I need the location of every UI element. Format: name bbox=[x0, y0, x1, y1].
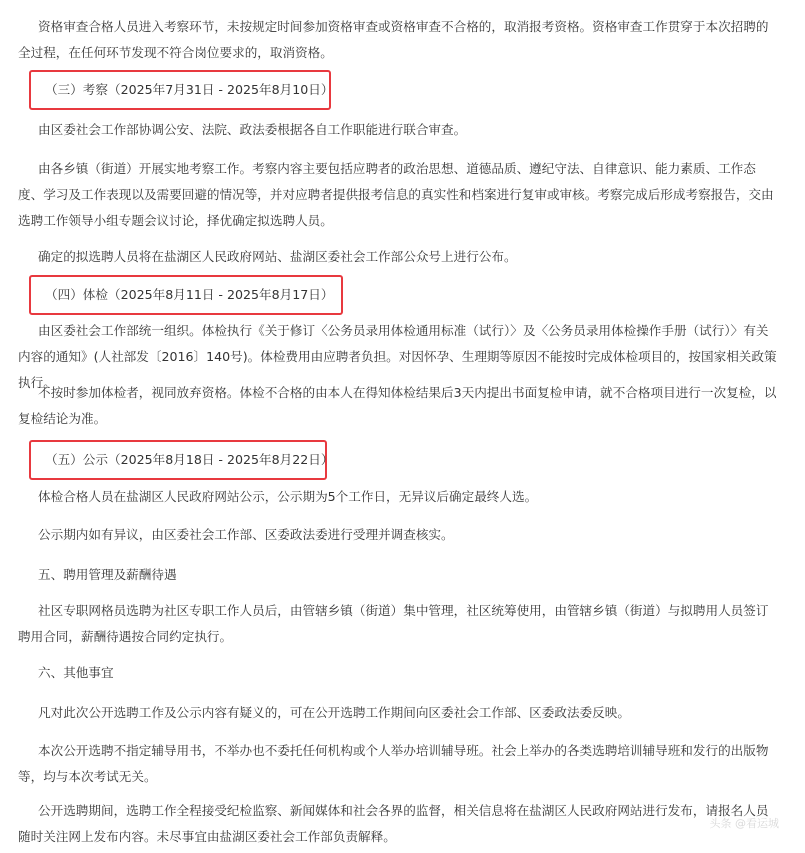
heading-publicity: （五）公示（2025年8月18日 - 2025年8月22日） bbox=[45, 452, 334, 467]
paragraph-exam-organization: 由区委社会工作部统一组织。体检执行《关于修订〈公务员录用体检通用标准（试行）〉及〈公务员录用体检操作手册（试行）〉有关内容的通知》(人社部发〔2016〕140号)。体检费用由应聘者负担。对因怀孕、生理期等原因不能按时完成体检项目的，按国家相关政策执行。 bbox=[18, 323, 777, 390]
heading-box-publicity bbox=[29, 440, 334, 480]
paragraph-no-tutoring: 本次公开选聘不指定辅导用书，不举办也不委托任何机构或个人举办培训辅导班。社会上举办的各类选聘培训辅导班和发行的出版物等，均与本次考试无关。 bbox=[18, 743, 769, 784]
section-heading-employment: 五、聘用管理及薪酬待遇 bbox=[38, 567, 177, 582]
paragraph-supervision: 公开选聘期间，选聘工作全程接受纪检监察、新闻媒体和社会各界的监督，相关信息将在盐湖区人民政府网站进行发布，请报名人员随时关注网上发布内容。未尽事宜由盐湖区委社会工作部负责解释。 bbox=[18, 803, 769, 844]
heading-box-inspection bbox=[29, 70, 334, 110]
heading-inspection: （三）考察（2025年7月31日 - 2025年8月10日） bbox=[45, 82, 334, 97]
paragraph-feedback: 凡对此次公开选聘工作及公示内容有疑义的，可在公开选聘工作期间向区委社会工作部、区委政法委反映。 bbox=[38, 705, 630, 720]
paragraph-inspection-content: 由各乡镇（街道）开展实地考察工作。考察内容主要包括应聘者的政治思想、道德品质、遵纪守法、自律意识、能力素质、工作态度、学习及工作表现以及需要回避的情况等，并对应聘者提供报考信息的真实性和档案进行复审或审核。考察完成后形成考察报告，交由选聘工作领导小组专题会议讨论，择优确定拟选聘人员。 bbox=[18, 161, 774, 228]
watermark: 头条 @看运城 bbox=[709, 817, 779, 830]
heading-box-physical-exam bbox=[29, 275, 343, 315]
heading-physical-exam: （四）体检（2025年8月11日 - 2025年8月17日） bbox=[45, 287, 334, 302]
section-heading-other: 六、其他事宜 bbox=[38, 665, 114, 680]
paragraph-objection: 公示期内如有异议，由区委社会工作部、区委政法委进行受理并调查核实。 bbox=[38, 527, 454, 542]
paragraph-publicity-period: 体检合格人员在盐湖区人民政府网站公示，公示期为5个工作日，无异议后确定最终人选。 bbox=[38, 489, 538, 504]
paragraph-exam-retest: 不按时参加体检者，视同放弃资格。体检不合格的由本人在得知体检结果后3天内提出书面复检申请，就不合格项目进行一次复检，以复检结论为准。 bbox=[18, 385, 777, 426]
paragraph-joint-review: 由区委社会工作部协调公安、法院、政法委根据各自工作职能进行联合审查。 bbox=[38, 122, 467, 137]
paragraph-announcement: 确定的拟选聘人员将在盐湖区人民政府网站、盐湖区委社会工作部公众号上进行公布。 bbox=[38, 249, 517, 264]
paragraph-qualification-review: 资格审查合格人员进入考察环节，未按规定时间参加资格审查或资格审查不合格的，取消报考资格。资格审查工作贯穿于本次招聘的全过程，在任何环节发现不符合岗位要求的，取消资格。 bbox=[18, 19, 769, 60]
paragraph-employment-management: 社区专职网格员选聘为社区专职工作人员后，由管辖乡镇（街道）集中管理，社区统筹使用，由管辖乡镇（街道）与拟聘用人员签订聘用合同，薪酬待遇按合同约定执行。 bbox=[18, 603, 769, 644]
